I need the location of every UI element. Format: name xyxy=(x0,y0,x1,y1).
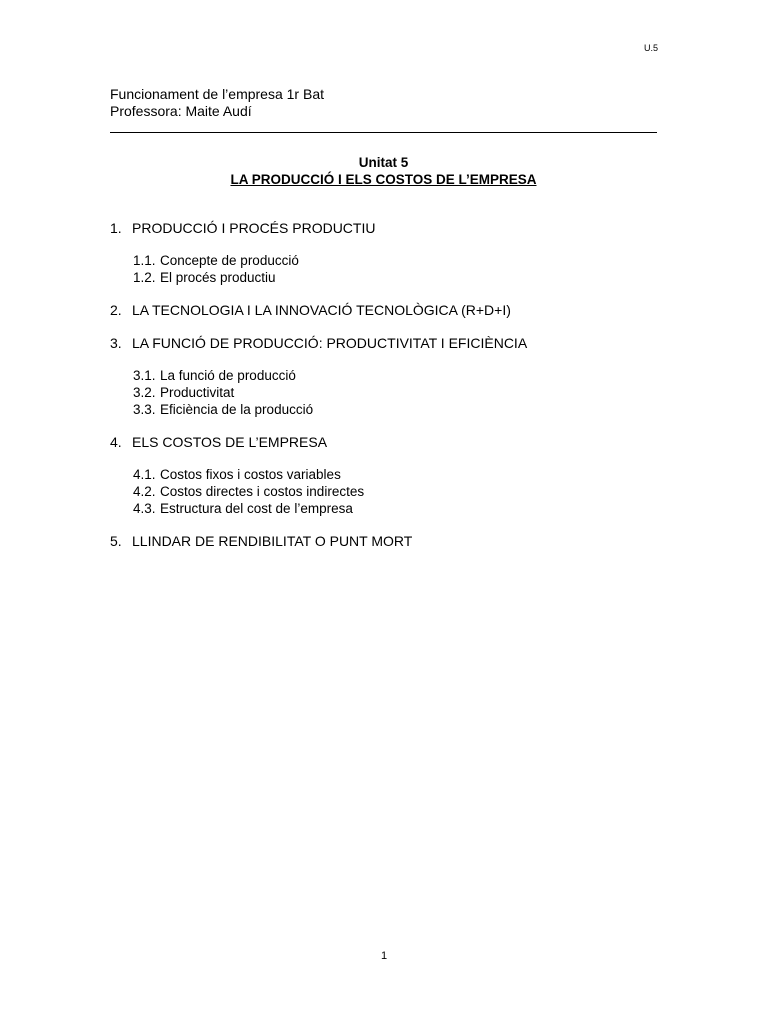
subitem-label: El procés productiu xyxy=(160,270,276,285)
toc-section xyxy=(110,434,670,451)
section-label: LLINDAR DE RENDIBILITAT O PUNT MORT xyxy=(132,533,413,549)
toc-subitem xyxy=(133,466,670,483)
toc-subitem xyxy=(133,252,670,269)
page-header-label: U.5 xyxy=(643,43,658,53)
toc-subsections xyxy=(110,466,670,517)
subitem-label: Estructura del cost de l’empresa xyxy=(160,501,353,516)
section-label: ELS COSTOS DE L’EMPRESA xyxy=(132,434,328,450)
subitem-number: 4.1. xyxy=(133,467,156,482)
subitem-number: 3.3. xyxy=(133,402,156,417)
section-number: 2. xyxy=(110,302,122,318)
course-name: Funcionament de l’empresa 1r Bat xyxy=(110,86,324,102)
toc-subitem xyxy=(133,384,670,401)
subitem-number: 3.2. xyxy=(133,385,156,400)
section-number: 3. xyxy=(110,335,122,351)
section-label: LA FUNCIÓ DE PRODUCCIÓ: PRODUCTIVITAT I EFICIÈNCIA xyxy=(132,335,528,351)
document-meta xyxy=(110,86,658,120)
page-number: 1 xyxy=(380,950,388,962)
subitem-label: Eficiència de la producció xyxy=(160,402,314,417)
section-number: 4. xyxy=(110,434,122,450)
toc-subitem xyxy=(133,367,670,384)
toc-subsections xyxy=(110,367,670,418)
toc-subitem xyxy=(133,500,670,517)
header-divider xyxy=(110,132,657,133)
toc-section xyxy=(110,533,670,550)
toc-subitem xyxy=(133,269,670,286)
table-of-contents xyxy=(110,220,670,566)
subitem-label: Productivitat xyxy=(160,385,235,400)
section-number: 5. xyxy=(110,533,122,549)
subitem-number: 1.2. xyxy=(133,270,156,285)
unit-subtitle: LA PRODUCCIÓ I ELS COSTOS DE L’EMPRESA xyxy=(230,172,537,187)
title-block xyxy=(110,154,657,188)
toc-subsections xyxy=(110,252,670,286)
toc-section xyxy=(110,335,670,352)
unit-title: Unitat 5 xyxy=(358,155,409,170)
subitem-number: 4.2. xyxy=(133,484,156,499)
toc-section xyxy=(110,220,670,237)
subitem-number: 3.1. xyxy=(133,368,156,383)
subitem-number: 1.1. xyxy=(133,253,156,268)
subitem-label: Costos directes i costos indirectes xyxy=(160,484,365,499)
toc-section xyxy=(110,302,670,319)
section-label: PRODUCCIÓ I PROCÉS PRODUCTIU xyxy=(132,220,376,236)
section-label: LA TECNOLOGIA I LA INNOVACIÓ TECNOLÒGICA (R+D+I) xyxy=(132,302,511,318)
section-number: 1. xyxy=(110,220,122,236)
teacher-name: Professora: Maite Audí xyxy=(110,103,252,119)
subitem-label: La funció de producció xyxy=(160,368,296,383)
subitem-label: Concepte de producció xyxy=(160,253,299,268)
subitem-number: 4.3. xyxy=(133,501,156,516)
toc-subitem xyxy=(133,401,670,418)
toc-subitem xyxy=(133,483,670,500)
subitem-label: Costos fixos i costos variables xyxy=(160,467,341,482)
